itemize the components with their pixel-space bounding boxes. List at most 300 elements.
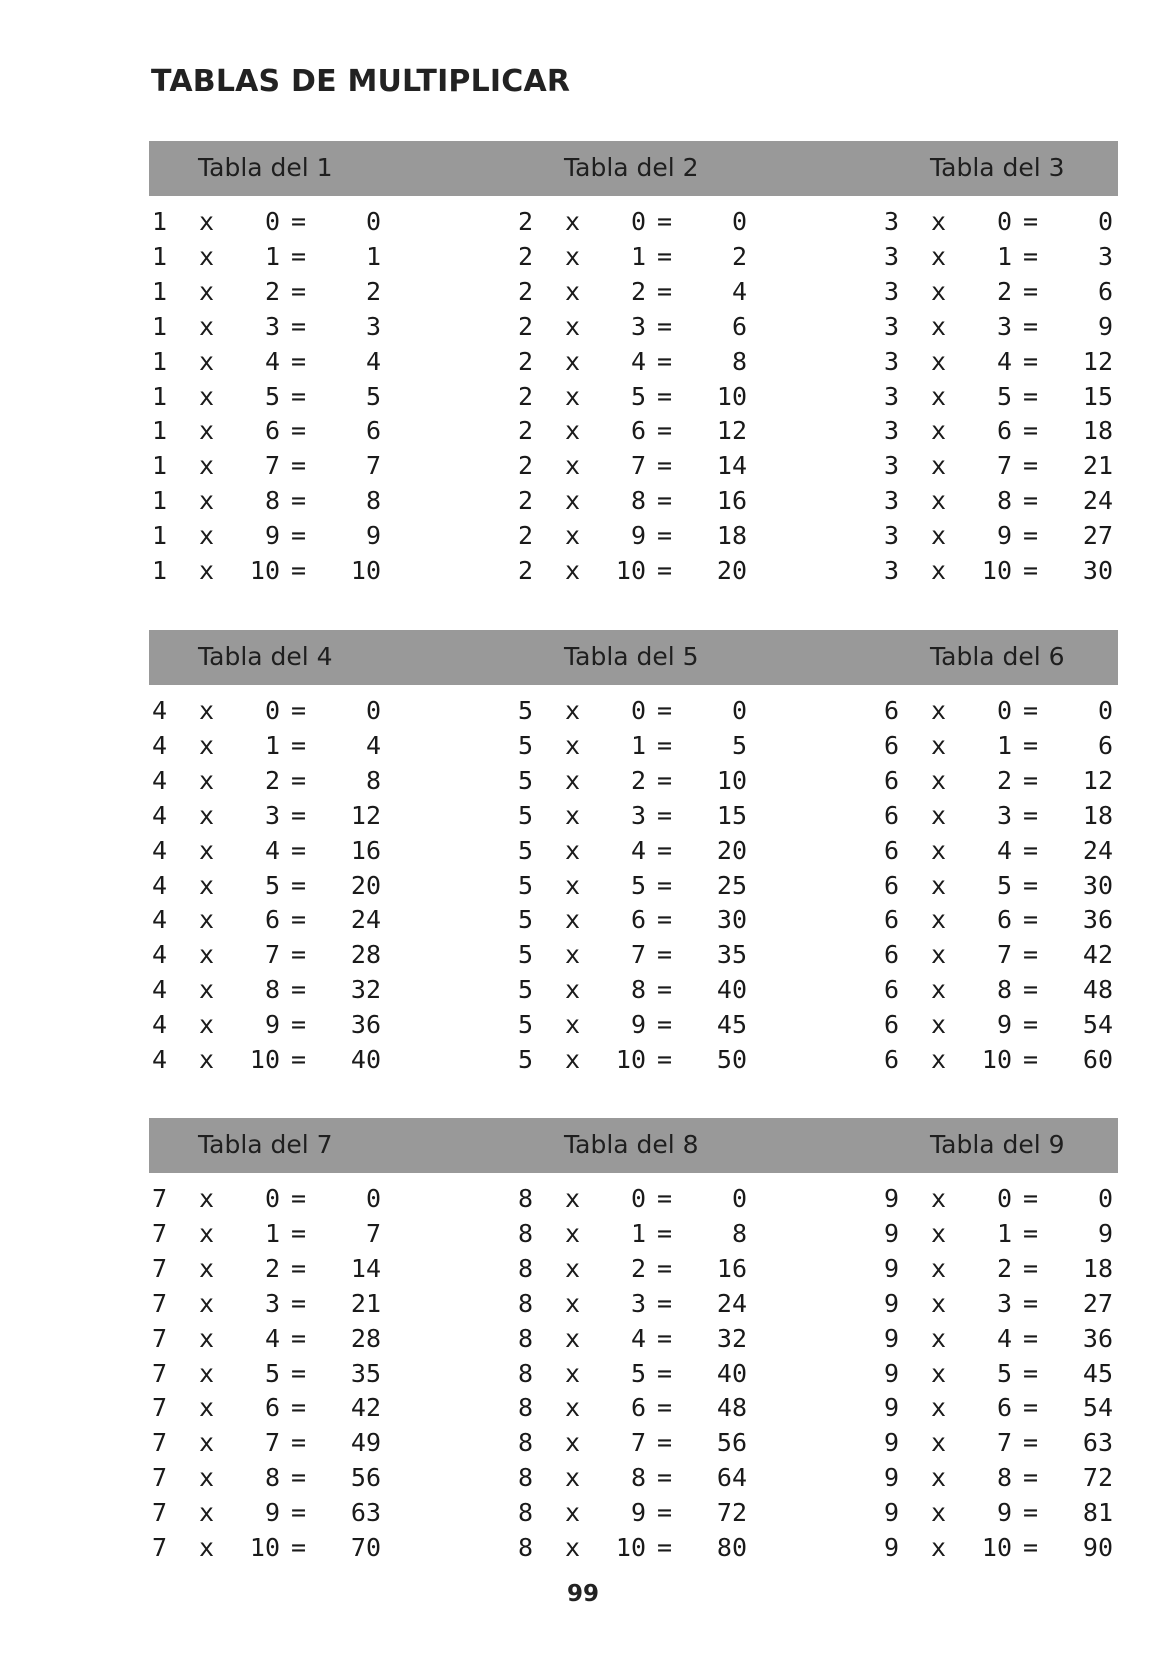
result: 6 [365,416,381,446]
result: 35 [350,1358,381,1388]
times-symbol: x [199,1463,215,1493]
multiplier: 6 [630,905,646,935]
multiplier: 4 [630,346,646,376]
multiplier: 1 [996,241,1012,271]
times-symbol: x [565,1428,581,1458]
result: 30 [716,905,747,935]
times-symbol: x [199,1323,215,1353]
times-symbol: x [931,276,947,306]
table-heading: Tabla del 4 [198,642,333,671]
multiplier: 5 [630,870,646,900]
multiplier: 3 [264,1288,280,1318]
table-heading: Tabla del 7 [198,1130,333,1159]
table-row [149,1495,1118,1530]
result: 80 [716,1533,747,1562]
times-symbol: x [199,276,215,306]
factor: 6 [884,940,900,970]
equals-symbol: = [1023,556,1039,585]
times-symbol: x [931,870,947,900]
result: 8 [365,765,381,795]
factor: 2 [518,521,534,551]
factor: 9 [884,1288,900,1318]
times-symbol: x [565,1533,581,1562]
result: 36 [350,1010,381,1040]
table-heading: Tabla del 6 [930,642,1065,671]
equals-symbol: = [291,416,307,446]
factor: 2 [518,241,534,271]
table-block [149,1118,1118,1562]
factor: 7 [152,1184,168,1213]
times-symbol: x [931,1533,947,1562]
result: 0 [365,207,381,236]
factor: 9 [884,1323,900,1353]
multiplier: 10 [249,1045,280,1074]
multiplier: 2 [630,1253,646,1283]
multiplier: 7 [264,1428,280,1458]
equals-symbol: = [657,486,673,516]
factor: 3 [884,556,900,585]
times-symbol: x [931,486,947,516]
multiplier: 1 [996,1218,1012,1248]
result: 16 [716,486,747,516]
times-symbol: x [565,556,581,585]
result: 35 [716,940,747,970]
factor: 4 [152,730,168,760]
multiplier: 3 [630,311,646,341]
factor: 7 [152,1533,168,1562]
equals-symbol: = [291,241,307,271]
multiplier: 0 [996,207,1012,236]
equals-symbol: = [1023,1358,1039,1388]
header-band [149,141,1118,196]
factor: 3 [884,311,900,341]
result: 36 [1082,1323,1113,1353]
times-symbol: x [565,800,581,830]
times-symbol: x [199,1288,215,1318]
equals-symbol: = [1023,207,1039,236]
times-symbol: x [199,381,215,411]
table-row [149,902,1118,937]
factor: 8 [518,1358,534,1388]
equals-symbol: = [657,556,673,585]
equals-symbol: = [291,975,307,1005]
result: 18 [1082,1253,1113,1283]
factor: 5 [518,905,534,935]
equals-symbol: = [657,730,673,760]
times-symbol: x [565,1288,581,1318]
multiplier: 2 [264,1253,280,1283]
result: 0 [1097,696,1113,725]
table-row [149,1042,1118,1077]
equals-symbol: = [1023,1393,1039,1423]
factor: 4 [152,765,168,795]
multiplier: 4 [630,1323,646,1353]
times-symbol: x [199,1498,215,1528]
times-symbol: x [931,521,947,551]
multiplier: 2 [996,765,1012,795]
table-row [149,239,1118,274]
equals-symbol: = [657,1218,673,1248]
multiplier: 2 [630,765,646,795]
factor: 7 [152,1323,168,1353]
times-symbol: x [931,1393,947,1423]
multiplier: 10 [981,556,1012,585]
table-row [149,448,1118,483]
times-symbol: x [565,835,581,865]
equals-symbol: = [1023,1498,1039,1528]
equals-symbol: = [657,521,673,551]
times-symbol: x [199,835,215,865]
factor: 2 [518,416,534,446]
multiplier: 10 [981,1045,1012,1074]
multiplier: 5 [630,1358,646,1388]
factor: 8 [518,1533,534,1562]
result: 14 [716,451,747,481]
factor: 8 [518,1253,534,1283]
equals-symbol: = [657,1045,673,1074]
factor: 8 [518,1393,534,1423]
equals-symbol: = [1023,486,1039,516]
equals-symbol: = [291,696,307,725]
multiplier: 0 [630,1184,646,1213]
times-symbol: x [931,765,947,795]
factor: 3 [884,521,900,551]
factor: 4 [152,835,168,865]
table-row [149,344,1118,379]
table-heading: Tabla del 9 [930,1130,1065,1159]
multiplier: 3 [996,311,1012,341]
equals-symbol: = [291,381,307,411]
multiplier: 0 [264,696,280,725]
times-symbol: x [565,381,581,411]
result: 49 [350,1428,381,1458]
result: 12 [1082,346,1113,376]
result: 64 [716,1463,747,1493]
equals-symbol: = [1023,311,1039,341]
multiplier: 2 [264,765,280,795]
result: 18 [1082,800,1113,830]
result: 2 [731,241,747,271]
table-row [149,1181,1118,1216]
multiplier: 10 [981,1533,1012,1562]
equals-symbol: = [291,556,307,585]
multiplier: 1 [630,730,646,760]
factor: 9 [884,1218,900,1248]
equals-symbol: = [657,1288,673,1318]
times-symbol: x [565,870,581,900]
times-symbol: x [565,765,581,795]
factor: 4 [152,696,168,725]
times-symbol: x [565,1393,581,1423]
equals-symbol: = [291,940,307,970]
result: 32 [350,975,381,1005]
factor: 1 [152,521,168,551]
table-row [149,1216,1118,1251]
factor: 4 [152,1045,168,1074]
factor: 5 [518,765,534,795]
multiplier: 4 [996,835,1012,865]
equals-symbol: = [1023,835,1039,865]
result: 18 [1082,416,1113,446]
equals-symbol: = [291,1184,307,1213]
result: 54 [1082,1393,1113,1423]
multiplier: 1 [264,730,280,760]
multiplier: 10 [615,1045,646,1074]
table-row [149,763,1118,798]
multiplier: 6 [630,1393,646,1423]
factor: 9 [884,1463,900,1493]
equals-symbol: = [1023,975,1039,1005]
times-symbol: x [199,696,215,725]
equals-symbol: = [1023,730,1039,760]
times-symbol: x [565,1323,581,1353]
factor: 6 [884,730,900,760]
factor: 8 [518,1184,534,1213]
equals-symbol: = [291,521,307,551]
result: 40 [716,975,747,1005]
times-symbol: x [199,556,215,585]
result: 36 [1082,905,1113,935]
equals-symbol: = [291,905,307,935]
equals-symbol: = [291,1358,307,1388]
equals-symbol: = [1023,1288,1039,1318]
result: 63 [350,1498,381,1528]
result: 5 [731,730,747,760]
equals-symbol: = [657,346,673,376]
header-band [149,630,1118,685]
multiplier: 10 [249,556,280,585]
equals-symbol: = [291,1253,307,1283]
equals-symbol: = [291,1393,307,1423]
table-row [149,693,1118,728]
times-symbol: x [931,381,947,411]
multiplier: 9 [630,1010,646,1040]
multiplier: 4 [264,346,280,376]
times-symbol: x [199,1045,215,1074]
factor: 2 [518,451,534,481]
table-block [149,630,1118,1074]
factor: 6 [884,765,900,795]
result: 63 [1082,1428,1113,1458]
equals-symbol: = [657,276,673,306]
result: 27 [1082,1288,1113,1318]
times-symbol: x [199,207,215,236]
times-symbol: x [931,696,947,725]
result: 72 [716,1498,747,1528]
equals-symbol: = [291,835,307,865]
times-symbol: x [565,346,581,376]
multiplier: 2 [996,1253,1012,1283]
factor: 9 [884,1533,900,1562]
equals-symbol: = [1023,696,1039,725]
table-heading: Tabla del 3 [930,153,1065,182]
result: 0 [1097,1184,1113,1213]
times-symbol: x [199,1393,215,1423]
factor: 8 [518,1463,534,1493]
times-symbol: x [565,207,581,236]
factor: 6 [884,905,900,935]
result: 56 [716,1428,747,1458]
page-number: 99 [566,1581,599,1607]
times-symbol: x [931,905,947,935]
equals-symbol: = [291,451,307,481]
equals-symbol: = [657,241,673,271]
multiplier: 1 [996,730,1012,760]
times-symbol: x [199,1184,215,1213]
times-symbol: x [931,241,947,271]
table-row [149,553,1118,588]
result: 48 [716,1393,747,1423]
equals-symbol: = [657,1253,673,1283]
multiplier: 3 [264,800,280,830]
factor: 4 [152,905,168,935]
result: 3 [365,311,381,341]
times-symbol: x [931,311,947,341]
result: 9 [365,521,381,551]
factor: 2 [518,207,534,236]
factor: 3 [884,346,900,376]
multiplier: 9 [996,521,1012,551]
times-symbol: x [565,975,581,1005]
factor: 1 [152,381,168,411]
multiplier: 3 [264,311,280,341]
result: 27 [1082,521,1113,551]
times-symbol: x [199,521,215,551]
table-row [149,483,1118,518]
result: 21 [350,1288,381,1318]
factor: 5 [518,1010,534,1040]
equals-symbol: = [1023,800,1039,830]
times-symbol: x [199,1010,215,1040]
result: 6 [731,311,747,341]
multiplier: 8 [264,1463,280,1493]
multiplier: 9 [264,521,280,551]
factor: 9 [884,1358,900,1388]
factor: 1 [152,276,168,306]
equals-symbol: = [1023,1218,1039,1248]
result: 48 [1082,975,1113,1005]
times-symbol: x [565,1184,581,1213]
equals-symbol: = [657,940,673,970]
table-row [149,937,1118,972]
times-symbol: x [931,1253,947,1283]
multiplier: 9 [996,1010,1012,1040]
result: 16 [350,835,381,865]
factor: 5 [518,835,534,865]
table-row [149,728,1118,763]
multiplier: 6 [996,416,1012,446]
multiplier: 3 [630,800,646,830]
equals-symbol: = [291,730,307,760]
times-symbol: x [199,800,215,830]
result: 45 [1082,1358,1113,1388]
times-symbol: x [199,730,215,760]
result: 21 [1082,451,1113,481]
equals-symbol: = [657,1463,673,1493]
equals-symbol: = [1023,521,1039,551]
times-symbol: x [931,207,947,236]
result: 0 [731,1184,747,1213]
equals-symbol: = [657,1358,673,1388]
equals-symbol: = [1023,905,1039,935]
multiplier: 4 [996,346,1012,376]
times-symbol: x [565,1045,581,1074]
multiplier: 3 [630,1288,646,1318]
equals-symbol: = [657,416,673,446]
times-symbol: x [565,521,581,551]
multiplier: 1 [630,1218,646,1248]
times-symbol: x [565,1498,581,1528]
equals-symbol: = [657,696,673,725]
equals-symbol: = [1023,1428,1039,1458]
result: 30 [1082,556,1113,585]
factor: 5 [518,730,534,760]
result: 20 [350,870,381,900]
result: 20 [716,835,747,865]
multiplier: 6 [630,416,646,446]
times-symbol: x [199,346,215,376]
factor: 6 [884,975,900,1005]
factor: 2 [518,311,534,341]
factor: 1 [152,486,168,516]
times-symbol: x [565,1463,581,1493]
equals-symbol: = [1023,1323,1039,1353]
result: 4 [365,346,381,376]
times-symbol: x [931,835,947,865]
equals-symbol: = [1023,1533,1039,1562]
factor: 3 [884,276,900,306]
equals-symbol: = [291,486,307,516]
equals-symbol: = [1023,1463,1039,1493]
factor: 7 [152,1463,168,1493]
multiplier: 1 [264,1218,280,1248]
equals-symbol: = [657,835,673,865]
factor: 2 [518,276,534,306]
factor: 1 [152,556,168,585]
times-symbol: x [199,486,215,516]
equals-symbol: = [1023,1045,1039,1074]
times-symbol: x [931,556,947,585]
equals-symbol: = [657,870,673,900]
table-heading: Tabla del 8 [564,1130,699,1159]
multiplier: 0 [996,1184,1012,1213]
equals-symbol: = [657,207,673,236]
equals-symbol: = [291,1045,307,1074]
times-symbol: x [931,1184,947,1213]
times-symbol: x [931,416,947,446]
table-row [149,833,1118,868]
factor: 2 [518,486,534,516]
table-row [149,1251,1118,1286]
multiplier: 7 [630,451,646,481]
factor: 6 [884,1045,900,1074]
result: 10 [350,556,381,585]
multiplier: 0 [264,207,280,236]
equals-symbol: = [1023,940,1039,970]
factor: 2 [518,381,534,411]
table-row [149,1356,1118,1391]
times-symbol: x [931,730,947,760]
result: 24 [1082,486,1113,516]
multiplier: 0 [630,696,646,725]
factor: 8 [518,1498,534,1528]
multiplier: 7 [996,940,1012,970]
result: 25 [716,870,747,900]
multiplier: 5 [264,870,280,900]
table-row [149,309,1118,344]
equals-symbol: = [291,1288,307,1318]
factor: 3 [884,241,900,271]
